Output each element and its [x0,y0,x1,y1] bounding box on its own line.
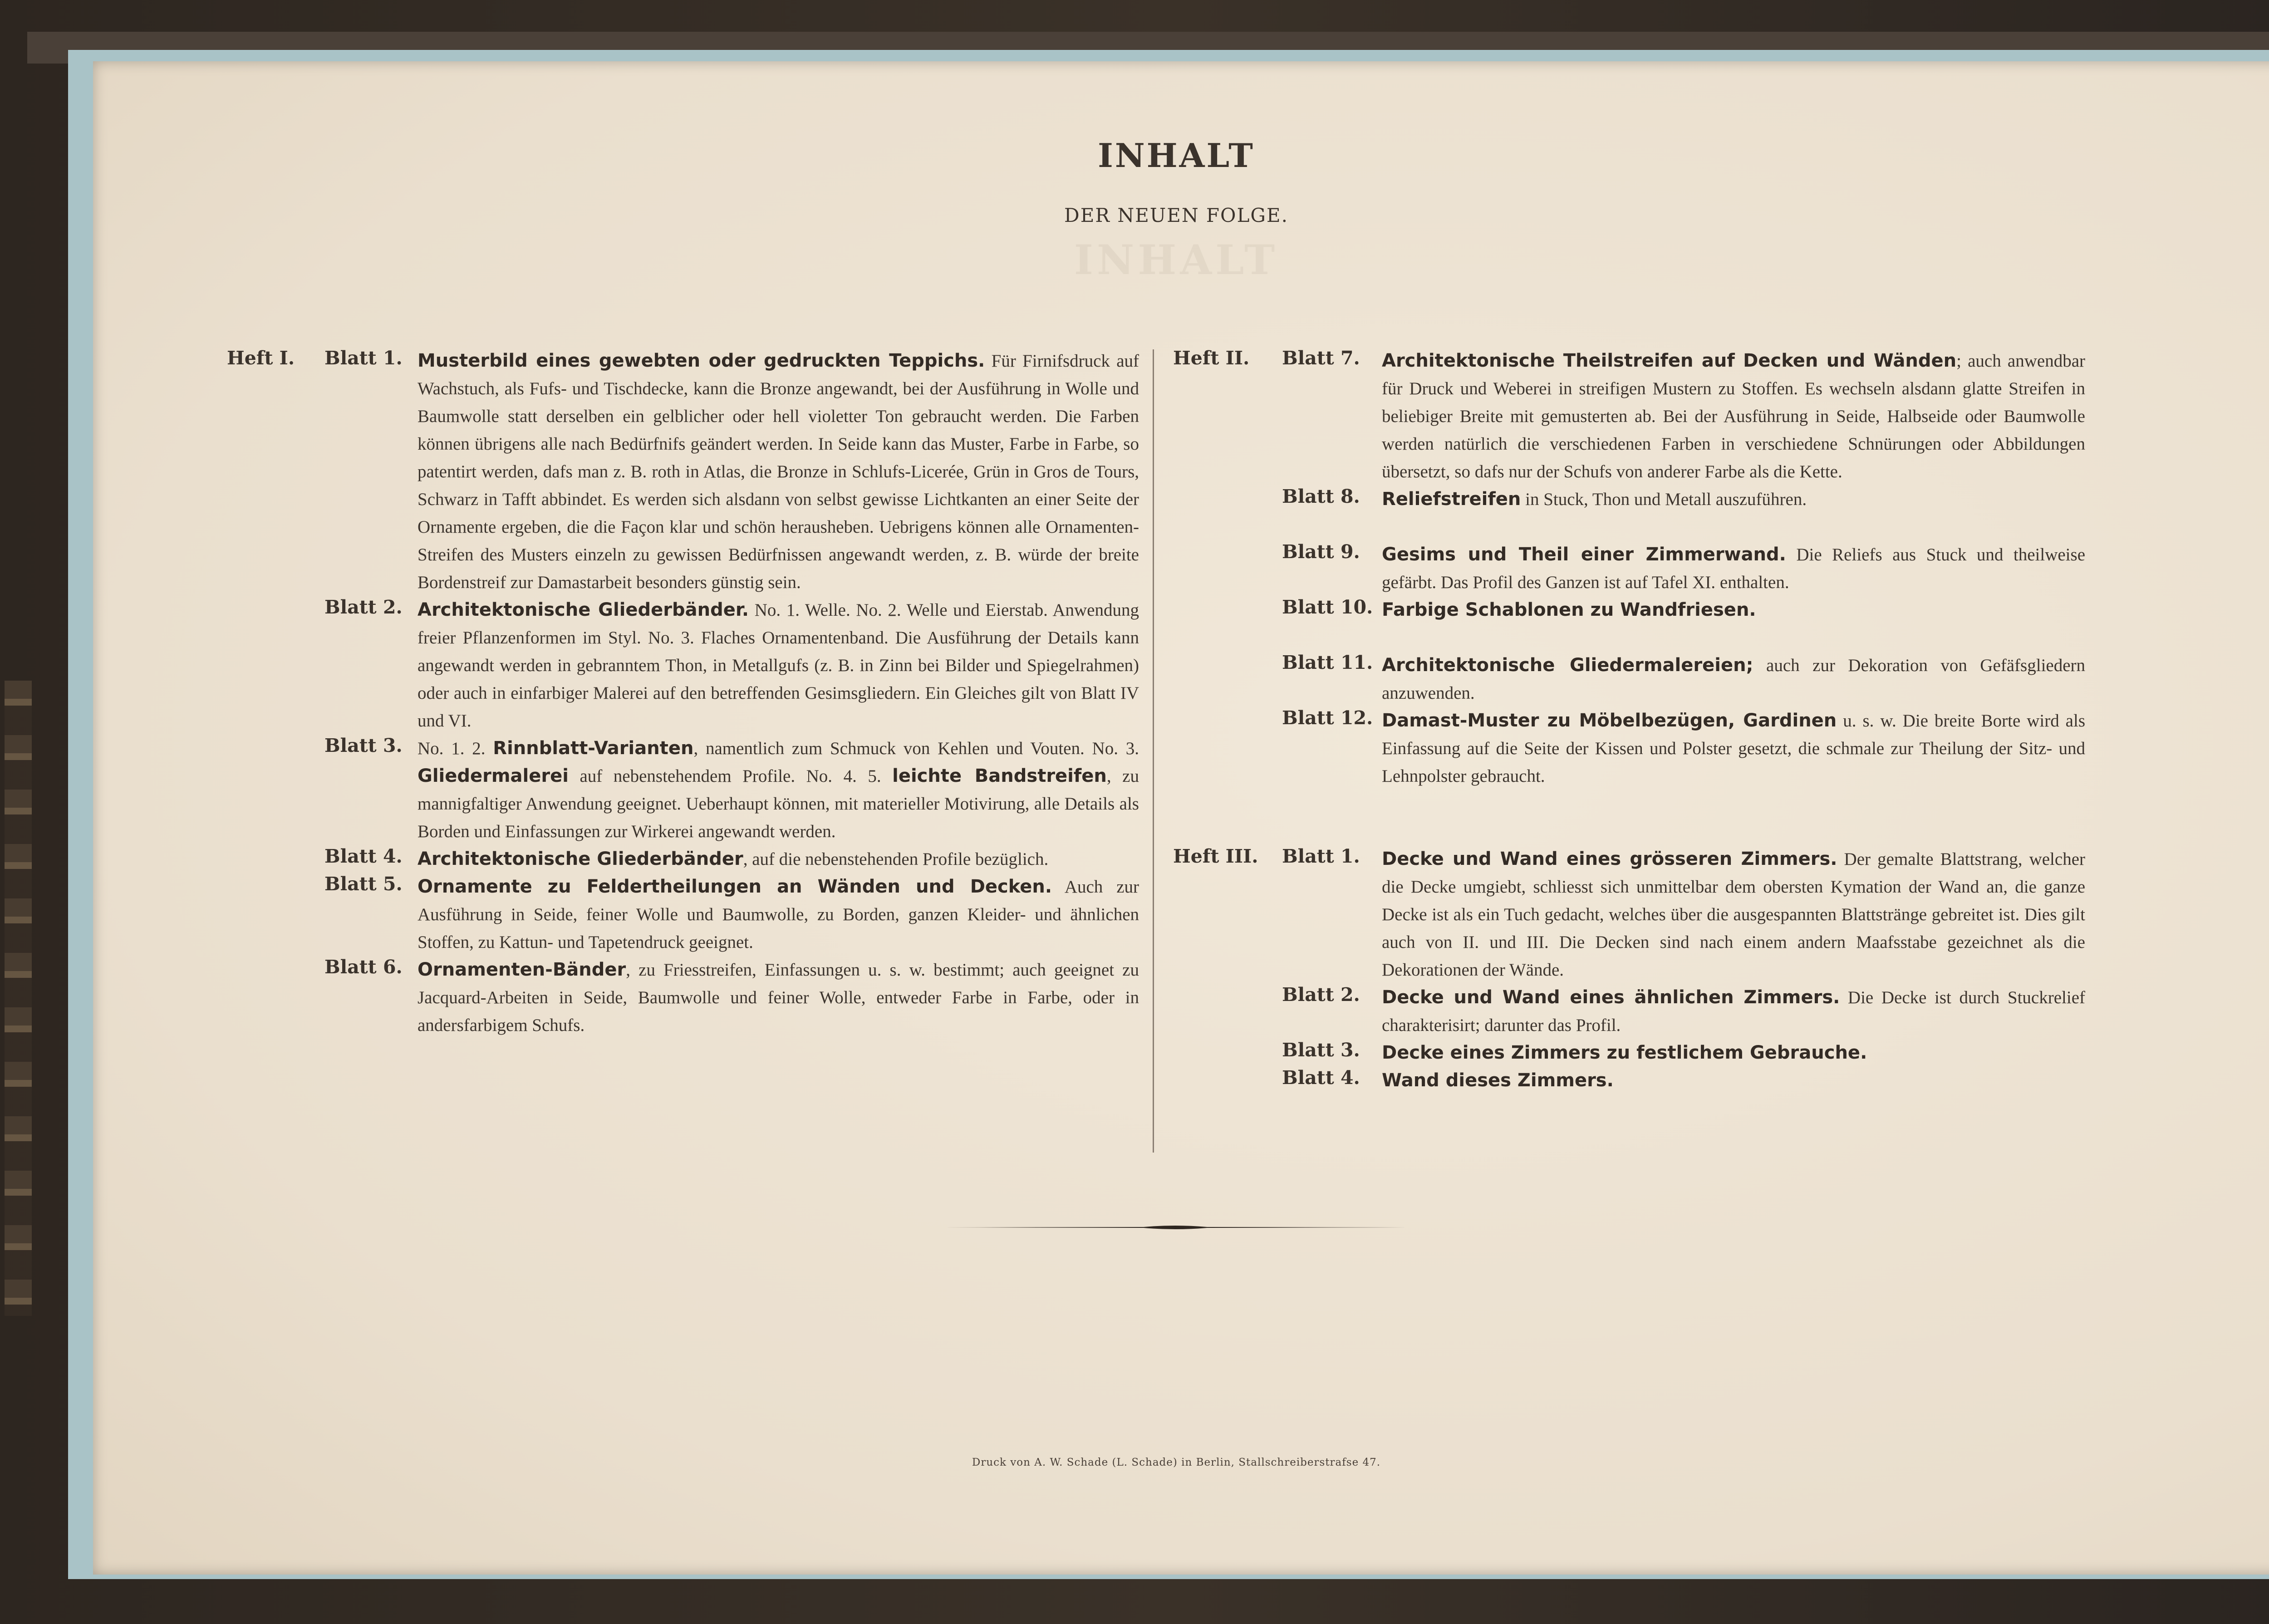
blatt-label: Blatt 2. [1282,984,1360,1006]
contents-entry [227,956,1139,1039]
worn-cover-edge [5,681,32,1316]
entry-description [417,347,1139,596]
show-through-text: INHALT [1074,236,1279,284]
blatt-label: Blatt 9. [1282,541,1360,563]
contents-entry [227,873,1139,956]
contents-right-column [1173,347,2086,1094]
contents-entry [227,596,1139,735]
entry-heading: Rinnblatt-Varianten [493,738,694,759]
entry-heading: Decke eines Zimmers zu festlichem Gebrauche. [1382,1042,1867,1063]
entry-heading: Ornamente zu Feldertheilungen an Wänden und Decken. [417,876,1052,897]
entry-text: u. s. w. Die breite Borte wird als Einfassung auf die Seite der Kissen und Polster gesetzt, die schmale zur Theilung der Sitz- und Lehnpolster gebraucht. [1382,711,2086,786]
column-divider [1153,349,1154,1153]
entry-heading: Decke und Wand eines grösseren Zimmers. [1382,849,1837,869]
contents-entry [227,845,1139,873]
contents-entry [1173,596,2081,624]
entry-description [417,956,1139,1039]
contents-entry [1173,1067,2081,1094]
heft-label: Heft II. [1173,347,1250,369]
entry-description [1382,707,2085,790]
blatt-label: Blatt 2. [324,596,403,618]
entry-text: Die Reliefs aus Stuck und theilweise gefärbt. Das Profil des Ganzen ist auf Tafel XI. enthalten. [1382,545,2086,592]
entry-heading: Farbige Schablonen zu Wandfriesen. [1382,599,1756,620]
entry-description [1382,845,2085,984]
contents-left-column [227,347,1139,1039]
entry-text: No. 1. 2. [417,739,493,758]
entry-heading: Architektonische Gliedermalereien; [1382,655,1753,676]
heft-label: Heft III. [1173,845,1258,867]
entry-text: , zu Friesstreifen, Einfassungen u. s. w. bestimmt; auch geeignet zu Jacquard-Arbeiten in Seide, Baumwolle und feiner Wolle, entweder Farbe in Farbe, oder in andersfarbigem Schufs. [417,960,1139,1035]
entry-heading: Reliefstreifen [1382,489,1521,510]
entry-text: , namentlich zum Schmuck von Kehlen und Vouten. No. 3. [693,739,1139,758]
entry-heading: Architektonische Gliederbänder. [417,599,749,620]
entry-text: No. 1. Welle. No. 2. Welle und Eierstab. Anwendung freier Pflanzenformen im Styl. No. 3. Flaches Ornamentenband. Die Ausführung der Details kann angewandt werden in gebranntem Thon, in Metallgufs (z. B. in Zinn bei Bilder und Spiegelrahmen) oder auch in einfarbiger Malerei auf den betreffenden Gesimsgliedern. Ein Gleiches gilt von Blatt IV und VI. [417,600,1139,731]
entry-heading: leichte Bandstreifen [892,765,1107,786]
entry-heading: Damast-Muster zu Möbelbezügen, Gardinen [1382,710,1837,731]
entry-text: auch zur Dekoration von Gefäfsgliedern anzuwenden. [1382,656,2086,703]
blatt-label: Blatt 8. [1282,486,1360,507]
entry-description [1382,1067,2085,1094]
entry-description [417,845,1139,873]
blatt-label: Blatt 1. [324,347,403,369]
blatt-label: Blatt 3. [1282,1039,1360,1061]
contents-entry [1173,652,2086,707]
entry-text: in Stuck, Thon und Metall auszuführen. [1521,490,1807,509]
entry-text: ; auch anwendbar für Druck und Weberei in streifigen Mustern zu Stoffen. Es wechseln alsdann glatte Streifen in beliebiger Breite mit gemusterten ab. Bei der Ausführung in Seide, Halbseide oder Baumwolle werden natürlich die verschiedenen Farben in verschiedene Schnürungen oder Abbildungen übersetzt, so dafs nur der Schufs von anderer Farbe als die Kette. [1382,351,2085,481]
entry-text: , auf die nebenstehenden Profile bezüglich. [743,849,1049,869]
entry-heading: Wand dieses Zimmers. [1382,1070,1614,1091]
entry-heading: Decke und Wand eines ähnlichen Zimmers. [1382,987,1840,1008]
contents-entry [1173,984,2085,1039]
entry-description [1382,486,2085,513]
entry-description [1382,347,2085,486]
entry-text: auf nebenstehendem Profile. No. 4. 5. [568,766,893,786]
contents-entry [227,735,1139,845]
entry-heading: Architektonische Theilstreifen auf Decken und Wänden [1382,350,1957,371]
blatt-label: Blatt 4. [324,845,403,867]
entry-text: Die Decke ist durch Stuckrelief charakterisirt; darunter das Profil. [1382,988,2085,1035]
page-title: INHALT [1098,136,1255,175]
blatt-label: Blatt 7. [1282,347,1360,369]
entry-heading: Ornamenten-Bänder [417,959,626,980]
entry-text: Auch zur Ausführung in Seide, feiner Wolle und Baumwolle, zu Borden, ganzen Kleider- und ähnlichen Stoffen, zu Kattun- und Tapetendruck geeignet. [417,877,1139,952]
contents-entry [1173,541,2086,596]
entry-heading: Architektonische Gliederbänder [417,849,743,869]
contents-entry [1173,347,2085,486]
entry-heading: Musterbild eines gewebten oder gedruckten Teppichs. [417,350,985,371]
blatt-label: Blatt 12. [1282,707,1373,729]
blatt-label: Blatt 5. [324,873,403,895]
entry-heading: Gliedermalerei [417,765,569,786]
entry-text: , zu mannigfaltiger Anwendung geeignet. Ueberhaupt können, mit materieller Motivirung, alle Details als Borden und Einfassungen zur Wirkerei angewandt werden. [417,766,1139,841]
blatt-label: Blatt 11. [1282,652,1373,673]
blatt-label: Blatt 1. [1282,845,1360,867]
page-subtitle: DER NEUEN FOLGE. [1064,204,1288,226]
entry-description [1382,984,2085,1039]
entry-description [1382,652,2085,707]
contents-entry [1173,845,2085,984]
entry-description [1382,596,2085,624]
entry-description [417,596,1139,735]
entry-description [1382,541,2085,596]
contents-entry [1173,707,2086,790]
heft-label: Heft I. [227,347,295,369]
entry-text: Für Firnifsdruck auf Wachstuch, als Fufs- und Tischdecke, kann die Bronze angewandt, bei der Ausführung in Wolle und Baumwolle statt derselben ein gelblicher oder hell violetter Ton gebraucht werden. Die Farben können übrigens alle nach Bedürfnifs geändert werden. In Seide kann das Muster, Farbe in Farbe, so patentirt werden, dafs man z. B. roth in Atlas, die Bronze in Schlufs-Licerée, Grün in Gros de Tours, Schwarz in Tafft abbindet. Es werden sich alsdann von selbst gewisse Lichtkanten an einer Seite der Ornamente ergeben, die die Façon klar und schön herausheben. Uebrigens können alle Ornamenten-Streifen des Musters einzeln zu gewissen Bedürfnissen angewandt werden, z. B. würde der breite Bordenstreif zur Damastarbeit besonders günstig sein. [417,351,1139,592]
entry-description [1382,1039,2085,1067]
contents-entry [227,347,1139,596]
blatt-label: Blatt 6. [324,956,403,978]
blatt-label: Blatt 3. [324,735,403,756]
contents-entry [1173,486,2081,513]
contents-entry [1173,1039,2081,1067]
blatt-label: Blatt 4. [1282,1067,1360,1089]
entry-heading: Gesims und Theil einer Zimmerwand. [1382,544,1786,565]
closing-ornament-rule [944,1224,1407,1231]
blatt-label: Blatt 10. [1282,596,1373,618]
entry-text: Der gemalte Blattstrang, welcher die Decke umgiebt, schliesst sich unmittelbar dem obersten Kymation der Wand an, die ganze Decke ist als ein Tuch gedacht, welches über die ausgespannten Blattstränge gebreitet ist. Dies gilt auch von II. und III. Die Decken sind nach einem andern Maafsstabe gezeichnet als die Dekorationen der Wände. [1382,849,2085,980]
printer-imprint: Druck von A. W. Schade (L. Schade) in Berlin, Stallschreiberstrafse 47. [972,1457,1381,1468]
entry-description [417,735,1139,845]
entry-description [417,873,1139,956]
